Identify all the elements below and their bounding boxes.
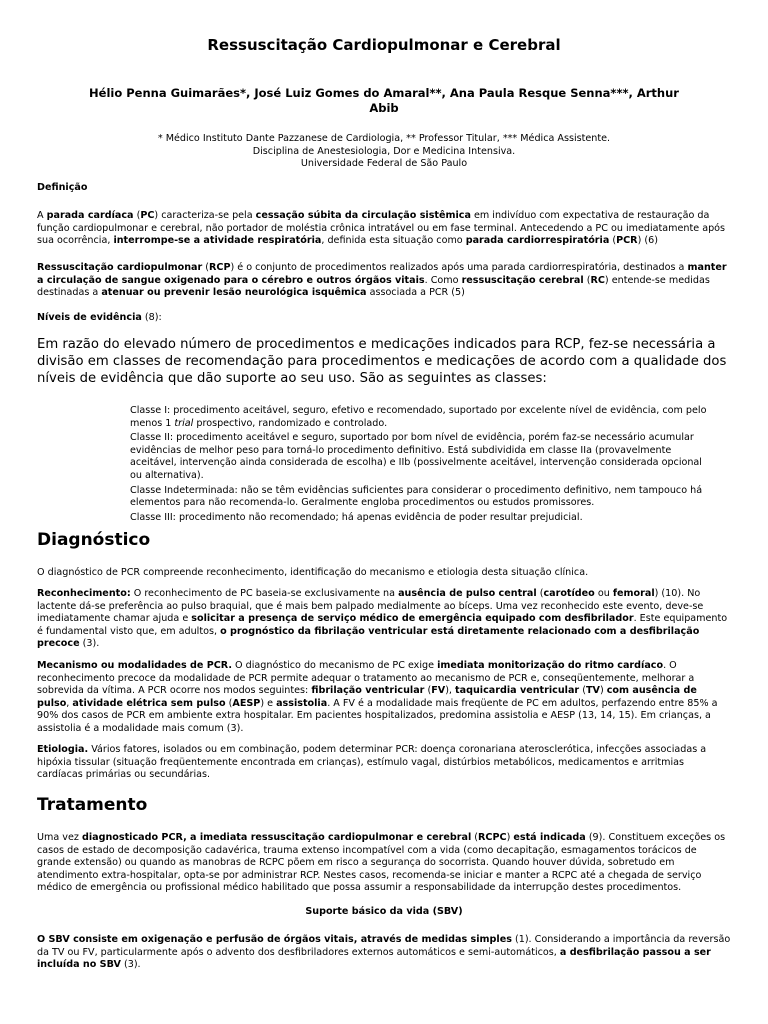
- definition-paragraph-2: Ressuscitação cardiopulmonar (RCP) é o conjunto de procedimentos realizados após uma parada cardiorrespiratória, destinados a manter a circulação de sangue oxigenado para o cérebro e outros órgãos vitais. Como ressuscitação cerebral (RC) entende-se medidas destinadas a atenuar ou prevenir lesão neurológica isquêmica associada a PCR (5): [37, 262, 727, 299]
- affiliation-line-2: Disciplina de Anestesiologia, Dor e Medicina Intensiva.: [252, 145, 516, 157]
- heading-tratamento: Tratamento: [37, 795, 148, 815]
- class-i-text: Classe I: procedimento aceitável, seguro, efetivo e recomendado, suportado por excelente nível de evidência, com pelo menos 1: [130, 405, 707, 429]
- class-i-item: [130, 405, 714, 430]
- heading-diagnostico: Diagnóstico: [37, 530, 151, 550]
- mecanismo-paragraph: Mecanismo ou modalidades de PCR. O diagnóstico do mecanismo de PC exige imediata monitorização do ritmo cardíaco. O reconhecimento precoce da modalidade de PCR permite adequar o tratamento ao mecanismo de PCR e, conseqüentemente, melhorar a sobrevida da vítima. A PCR ocorre nos modos seguintes: fibrilação ventricular (FV), taquicardia ventricular (TV) com ausência de pulso, atividade elétrica sem pulso (AESP) e assistolia. A FV é a modalidade mais freqüente de PC em adultos, perfazendo entre 85% a 90% dos casos de PCR em ambiente extra hospitalar. Em pacientes hospitalizados, predomina assistolia e AESP (13, 14, 15). Em crianças, a assistolia é a modalidade mais comum (3).: [37, 660, 718, 734]
- document-title: Ressuscitação Cardiopulmonar e Cerebral: [207, 36, 561, 54]
- heading-definicao: Definição: [37, 182, 88, 193]
- affiliation: [60, 133, 708, 171]
- diagnostico-intro: O diagnóstico de PCR compreende reconhecimento, identificação do mecanismo e etiologia desta situação clínica.: [37, 567, 589, 578]
- heading-sbv: Suporte básico da vida (SBV): [305, 906, 463, 917]
- authors-line-1: Hélio Penna Guimarães*, José Luiz Gomes do Amaral**, Ana Paula Resque Senna***, Arthur: [89, 86, 679, 100]
- class-ii-item: Classe II: procedimento aceitável e seguro, suportado por bom nível de evidência, porém faz-se necessário acumular evidências de melhor peso para torná-lo procedimento definitivo. Está subdividida em classe IIa (provavelmente aceitável, intervenção ainda considerada de escolha) e IIb (possivelmente aceitável, intervenção considerada opcional ou alternativa).: [130, 432, 702, 481]
- classes-intro-paragraph: Em razão do elevado número de procedimentos e medicações indicados para RCP, fez-se necessária a divisão em classes de recomendação para procedimentos e medicações de acordo com a qualidade dos níveis de evidência que dão suporte ao seu uso. São as seguintes as classes:: [37, 337, 727, 386]
- tratamento-paragraph: Uma vez diagnosticado PCR, a imediata ressuscitação cardiopulmonar e cerebral (RCPC) está indicada (9). Constituem exceções os casos de estado de decomposição cadavérica, trauma extenso incompatível com a vida (como decapitação, esmagamentos torácicos de grande extensão) ou quando as manobras de RCPC põem em risco a segurança do socorrista. Quando houver dúvida, sobretudo em atendimento extra-hospitalar, opta-se por administrar RCP. Nestes casos, recomenda-se iniciar e manter a RCPC até a chegada de serviço médico de emergência ou profissional médico habilitado que possa assumir a responsabilidade da interrupção destes procedimentos.: [37, 832, 726, 894]
- niveis-label: Níveis de evidência: [37, 312, 142, 323]
- class-iii-item: Classe III: procedimento não recomendado; há apenas evidência de poder resultar prejudicial.: [130, 511, 583, 523]
- affiliation-line-1: * Médico Instituto Dante Pazzanese de Cardiologia, ** Professor Titular, *** Médica Assistente.: [157, 133, 611, 144]
- reconhecimento-paragraph: Reconhecimento: O reconhecimento de PC baseia-se exclusivamente na ausência de pulso central (carotídeo ou femoral) (10). No lactente dá-se preferência ao pulso braquial, que é mais bem palpado medialmente ao bíceps. Uma vez reconhecido este evento, deve-se imediatamente chamar ajuda e solicitar a presença de serviço médico de emergência equipado com desfibrilador. Este equipamento é fundamental visto que, em adultos, o prognóstico da fibrilação ventricular está diretamente relacionado com a desfibrilação precoce (3).: [37, 588, 728, 650]
- authors: [40, 86, 728, 116]
- sbv-paragraph: O SBV consiste em oxigenação e perfusão de órgãos vitais, através de medidas simples (1). Considerando a importância da reversão da TV ou FV, particularmente após o advento dos desfibriladores externos automáticos e semi-automáticos, a desfibrilação passou a ser incluída no SBV (3).: [37, 934, 731, 971]
- definition-paragraph-1: A parada cardíaca (PC) caracteriza-se pela cessação súbita da circulação sistêmica em indivíduo com expectativa de restauração da função cardiopulmonar e cerebral, não portador de moléstia crônica intratável ou em fase terminal. Antecedendo a PC ou imediatamente após sua ocorrência, interrompe-se a atividade respiratória, definida esta situação como parada cardiorrespiratória (PCR) (6): [37, 210, 726, 247]
- class-indeterminada-item: Classe Indeterminada: não se têm evidências suficientes para considerar o procedimento definitivo, nem tampouco há elementos para não recomenda-lo. Geralmente engloba procedimentos ou estudos promissores.: [130, 484, 703, 509]
- classes-list: [130, 405, 714, 526]
- niveis-ref: (8):: [144, 312, 162, 323]
- etiologia-paragraph: Etiologia. Vários fatores, isolados ou em combinação, podem determinar PCR: doença coronariana aterosclerótica, infecções associadas a hipóxia tissular (situação freqüentemente encontrada em crianças), estímulo vagal, distúrbios metabólicos, medicamentos e arritmias cardíacas primárias ou secundárias.: [37, 744, 707, 781]
- class-i-text-end: prospectivo, randomizado e controlado.: [193, 417, 388, 429]
- authors-line-2: Abib: [369, 101, 399, 115]
- heading-niveis: [37, 312, 731, 325]
- class-i-trial: trial: [174, 417, 194, 429]
- affiliation-line-3: Universidade Federal de São Paulo: [300, 158, 468, 169]
